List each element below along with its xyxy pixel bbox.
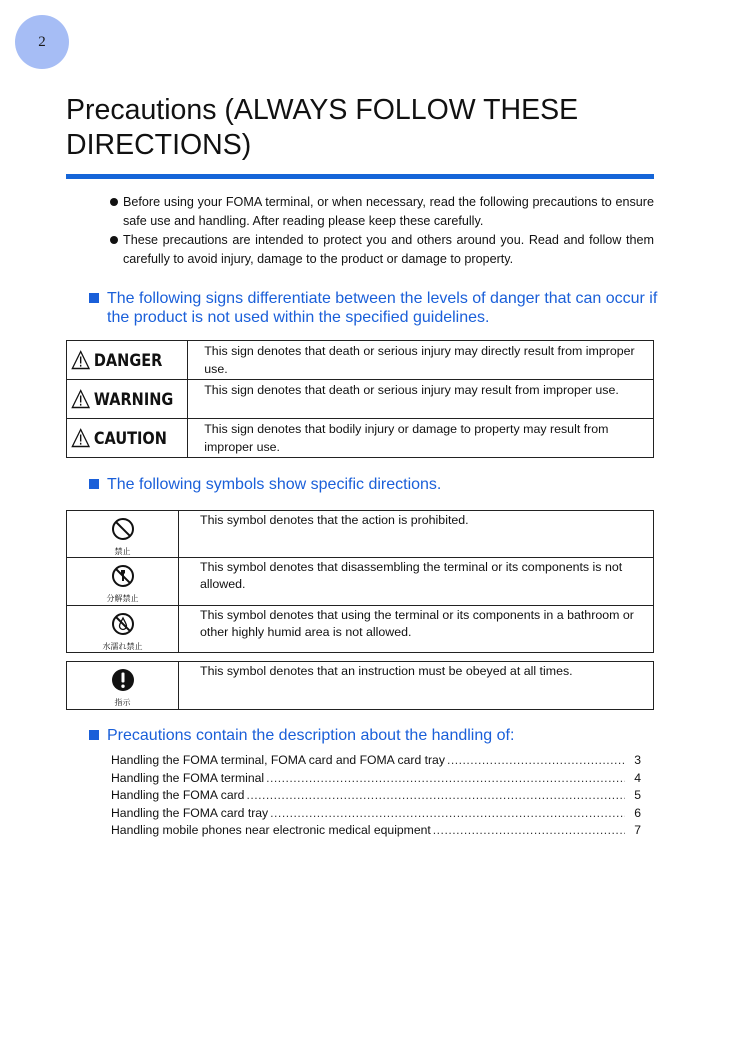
table-row bbox=[67, 558, 654, 606]
list-item bbox=[107, 193, 654, 231]
symbol-icon-cell bbox=[67, 558, 179, 606]
table-row bbox=[67, 662, 654, 710]
toc-entry: Handling the FOMA card bbox=[111, 788, 245, 802]
toc-page: 6 bbox=[634, 805, 641, 820]
page-number: 2 bbox=[38, 33, 46, 50]
toc-item[interactable] bbox=[111, 752, 641, 770]
table-row bbox=[67, 380, 654, 419]
symbol-description: This symbol denotes that an instruction must be obeyed at all times. bbox=[179, 662, 654, 710]
danger-levels-table bbox=[66, 340, 654, 458]
instruction-symbol-table bbox=[66, 661, 654, 710]
dot-leader bbox=[270, 805, 625, 823]
toc-page: 5 bbox=[634, 788, 641, 802]
toc-item[interactable] bbox=[111, 787, 641, 805]
section-heading-handling bbox=[89, 726, 677, 745]
toc-item[interactable] bbox=[111, 770, 641, 788]
level-label-cell bbox=[67, 380, 188, 419]
toc-item[interactable] bbox=[111, 805, 641, 823]
toc-page: 4 bbox=[634, 770, 641, 785]
warning-triangle-icon bbox=[71, 350, 90, 370]
page-number-badge bbox=[15, 15, 69, 69]
level-label-cell bbox=[67, 419, 188, 458]
symbol-description: This symbol denotes that disassembling the terminal or its components is not allowed. bbox=[179, 558, 654, 606]
toc-entry: Handling the FOMA card tray bbox=[111, 805, 269, 820]
square-bullet-icon bbox=[89, 479, 99, 489]
symbol-icon-cell bbox=[67, 511, 179, 558]
dot-leader bbox=[433, 822, 625, 840]
square-bullet-icon bbox=[89, 730, 99, 740]
toc-entry: Handling the FOMA terminal, FOMA card and FOMA card tray bbox=[111, 753, 445, 767]
toc-entry: Handling the FOMA terminal bbox=[111, 770, 265, 785]
square-bullet-icon bbox=[89, 293, 99, 303]
page-title: Precautions (ALWAYS FOLLOW THESE DIRECTIONS) bbox=[66, 94, 579, 161]
symbol-description: This symbol denotes that the action is prohibited. bbox=[179, 511, 654, 558]
no-water-icon bbox=[111, 612, 135, 636]
level-label: CAUTION bbox=[93, 428, 167, 448]
level-description: This sign denotes that bodily injury or damage to property may result from improper use. bbox=[188, 419, 654, 458]
dot-leader bbox=[246, 787, 625, 805]
instruction-icon bbox=[111, 668, 135, 692]
toc-page: 7 bbox=[634, 823, 641, 837]
symbol-icon-cell bbox=[67, 606, 179, 653]
title-divider bbox=[66, 174, 654, 179]
symbol-description: This symbol denotes that using the terminal or its components in a bathroom or other highly humid area is not allowed. bbox=[179, 606, 654, 653]
warning-triangle-icon bbox=[71, 428, 90, 448]
table-row bbox=[67, 606, 654, 653]
section-heading-text: The following symbols show specific directions. bbox=[107, 476, 442, 493]
level-description: This sign denotes that death or serious injury may directly result from improper use. bbox=[188, 341, 654, 380]
level-description: This sign denotes that death or serious injury may result from improper use. bbox=[188, 380, 654, 419]
symbol-caption: 禁止 bbox=[114, 547, 131, 556]
section-heading-text: Precautions contain the description about the handling of: bbox=[107, 727, 515, 744]
symbol-icon-cell bbox=[67, 662, 179, 710]
level-label: WARNING bbox=[93, 389, 174, 409]
intro-text: These precautions are intended to protect you and others around you. Read and follow them carefully to avoid injury, damage to the product or damage to property. bbox=[123, 233, 654, 266]
bullet-icon bbox=[110, 236, 118, 244]
dot-leader bbox=[266, 770, 625, 788]
toc-item[interactable] bbox=[111, 822, 641, 840]
handling-contents-list bbox=[111, 752, 641, 840]
symbol-caption: 水濡れ禁止 bbox=[102, 642, 143, 651]
symbol-caption: 分解禁止 bbox=[106, 594, 139, 603]
section-heading-symbols bbox=[89, 475, 677, 494]
symbol-caption: 指示 bbox=[114, 698, 131, 707]
no-disassembly-icon bbox=[111, 564, 135, 588]
section-heading-text: The following signs differentiate between the levels of danger that can occur if the product is not used within the specified guidelines. bbox=[107, 290, 658, 326]
list-item bbox=[107, 231, 654, 269]
dot-leader bbox=[447, 752, 625, 770]
intro-text: Before using your FOMA terminal, or when necessary, read the following precautions to ensure safe use and handling. After reading please keep these carefully. bbox=[123, 195, 654, 228]
symbols-table bbox=[66, 510, 654, 653]
level-label: DANGER bbox=[93, 350, 163, 370]
table-row bbox=[67, 511, 654, 558]
toc-page: 3 bbox=[634, 753, 641, 767]
level-label-cell bbox=[67, 341, 188, 380]
bullet-icon bbox=[110, 198, 118, 206]
table-row bbox=[67, 341, 654, 380]
intro-list bbox=[107, 193, 654, 269]
table-row bbox=[67, 419, 654, 458]
section-heading-levels bbox=[89, 289, 677, 327]
warning-triangle-icon bbox=[71, 389, 90, 409]
toc-entry: Handling mobile phones near electronic medical equipment bbox=[111, 823, 431, 837]
prohibited-icon bbox=[111, 517, 135, 541]
